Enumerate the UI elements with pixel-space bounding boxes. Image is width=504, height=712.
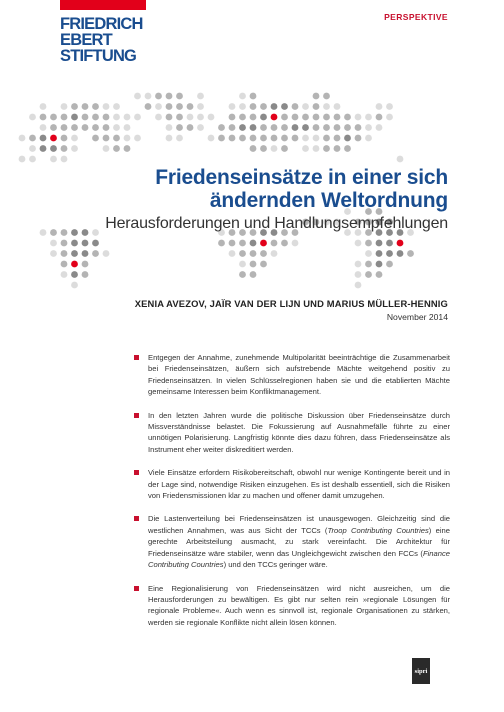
map-dot [197, 93, 204, 100]
map-dot [92, 229, 99, 236]
map-dot [61, 124, 68, 131]
map-dot [334, 145, 341, 152]
bullet-text: ) und den TCCs geringer wäre. [223, 560, 328, 570]
map-dot [40, 103, 47, 110]
map-dot [386, 240, 393, 247]
map-dot [166, 135, 173, 142]
map-dot [197, 124, 204, 131]
map-dot [218, 124, 225, 131]
map-dot [166, 103, 173, 110]
map-dot [176, 135, 183, 142]
map-dot [302, 145, 309, 152]
map-dot [166, 114, 173, 121]
map-dot [239, 124, 246, 131]
map-dot [71, 250, 78, 257]
map-dot [250, 250, 257, 257]
map-dot [71, 261, 78, 268]
map-dot [323, 145, 330, 152]
map-dot [61, 271, 68, 278]
map-dot [386, 114, 393, 121]
map-dot [260, 124, 267, 131]
map-dot [239, 135, 246, 142]
map-dot [271, 135, 278, 142]
map-dot [344, 114, 351, 121]
map-dot [355, 124, 362, 131]
map-dot [145, 103, 152, 110]
map-dot [229, 240, 236, 247]
map-dot [386, 261, 393, 268]
map-dot [61, 261, 68, 268]
bullet-text: In den letzten Jahren wurde die politische Diskussion über Friedenseinsätze durch Missverständnisse belastet. Die Fokussierung auf Ausnahmefälle führte zu einer unnötigen Polarisierung. Langfristig könnte dies dazu führen, dass Friedenseinsätze als Instrument eher weiter diskreditiert werden. [148, 410, 450, 454]
map-dot [187, 103, 194, 110]
map-dot [302, 114, 309, 121]
map-dot [176, 114, 183, 121]
map-dot [229, 103, 236, 110]
map-dot [61, 229, 68, 236]
map-dot [218, 135, 225, 142]
map-dot [323, 114, 330, 121]
map-dot [365, 250, 372, 257]
map-dot [239, 250, 246, 257]
map-dot [155, 93, 162, 100]
map-dot [113, 114, 120, 121]
map-dot [260, 135, 267, 142]
map-dot [82, 261, 89, 268]
map-dot [376, 250, 383, 257]
map-dot [271, 250, 278, 257]
map-dot [239, 240, 246, 247]
bullet-italic-text: Finance Contributing Countries [148, 548, 450, 570]
map-dot [355, 114, 362, 121]
map-dot [365, 124, 372, 131]
map-dot [113, 124, 120, 131]
map-dot [61, 250, 68, 257]
map-dot [71, 124, 78, 131]
map-dot [355, 261, 362, 268]
map-dot [281, 145, 288, 152]
map-dot [103, 124, 110, 131]
map-dot [281, 124, 288, 131]
map-dot [355, 282, 362, 289]
map-dot [82, 103, 89, 110]
map-dot [271, 124, 278, 131]
map-dot [239, 114, 246, 121]
map-dot [292, 240, 299, 247]
map-dot [176, 93, 183, 100]
map-dot [271, 145, 278, 152]
map-dot [292, 124, 299, 131]
map-dot [281, 114, 288, 121]
summary-bullet [134, 583, 450, 629]
map-dot [61, 240, 68, 247]
map-dot [92, 135, 99, 142]
logo-line: EBERT [60, 31, 112, 49]
map-dot [29, 114, 36, 121]
map-dot [29, 156, 36, 163]
map-dot [323, 135, 330, 142]
map-dot [134, 93, 141, 100]
logo-line: FRIEDRICH [60, 15, 143, 33]
map-dot [71, 114, 78, 121]
map-dot [229, 135, 236, 142]
sipri-logo: sipri [412, 658, 430, 684]
map-dot [50, 124, 57, 131]
map-dot [29, 135, 36, 142]
map-dot [40, 124, 47, 131]
map-dot [365, 135, 372, 142]
map-dot [250, 271, 257, 278]
map-dot [50, 250, 57, 257]
map-dot [302, 135, 309, 142]
map-dot [281, 135, 288, 142]
map-dot [92, 250, 99, 257]
map-dot [250, 240, 257, 247]
map-dot [260, 103, 267, 110]
map-dot [40, 114, 47, 121]
map-dot [40, 229, 47, 236]
title-block [105, 166, 448, 234]
map-dot [61, 114, 68, 121]
map-dot [82, 124, 89, 131]
map-dot [71, 282, 78, 289]
map-dot [355, 135, 362, 142]
map-dot [376, 271, 383, 278]
map-dot [292, 114, 299, 121]
bullet-text: Eine Regionalisierung von Friedenseinsätzen wird nicht ausreichen, um die Herausforderungen zu bewältigen. Es gibt nur selten rein »regionale Lösungen für regionale Probleme«. Auch wenn es sinnvoll ist, regionale Organisationen zu stärken, werden sie regionale Konflikte nicht allein lösen können. [148, 583, 450, 627]
map-dot [376, 114, 383, 121]
map-dot [50, 156, 57, 163]
map-dot [82, 271, 89, 278]
map-dot [260, 261, 267, 268]
map-dot [313, 135, 320, 142]
map-dot [260, 250, 267, 257]
map-dot [145, 93, 152, 100]
map-dot [250, 145, 257, 152]
map-dot [302, 103, 309, 110]
map-dot [61, 145, 68, 152]
map-dot [155, 114, 162, 121]
map-dot [61, 103, 68, 110]
logo-red-bar [60, 0, 146, 10]
map-dot [355, 240, 362, 247]
map-dot [50, 135, 57, 142]
author-names: XENIA AVEZOV, JAÏR VAN DER LIJN UND MARIUS MÜLLER-HENNIG [134, 298, 448, 309]
map-dot [386, 250, 393, 257]
map-dot [103, 135, 110, 142]
map-dot [92, 240, 99, 247]
category-label: PERSPEKTIVE [384, 12, 448, 22]
map-dot [124, 114, 131, 121]
map-dot [260, 114, 267, 121]
map-dot [103, 103, 110, 110]
map-dot [344, 124, 351, 131]
map-dot [355, 271, 362, 278]
map-dot [365, 240, 372, 247]
map-dot [302, 124, 309, 131]
map-dot [29, 145, 36, 152]
title-line-1: Friedenseinsätze in einer sich [155, 166, 448, 189]
summary-bullet [134, 352, 450, 398]
map-dot [229, 114, 236, 121]
map-dot [260, 145, 267, 152]
map-dot [103, 145, 110, 152]
map-dot [176, 103, 183, 110]
map-dot [61, 135, 68, 142]
map-dot [292, 103, 299, 110]
map-dot [103, 114, 110, 121]
map-dot [334, 103, 341, 110]
map-dot [71, 229, 78, 236]
map-dot [313, 114, 320, 121]
map-dot [334, 114, 341, 121]
map-dot [19, 135, 26, 142]
map-dot [71, 103, 78, 110]
map-dot [365, 114, 372, 121]
bullet-text: Viele Einsätze erfordern Risikobereitschaft, obwohl nur wenige Kontingente bereit und in der Lage sind, notwendige Risiken einzugehen. Es ist deshalb essentiell, sich die Risiken von Friedensmissionen klar zu machen und offener damit umzugehen. [148, 468, 450, 501]
bullet-text: Die Lastenverteilung bei Friedenseinsätzen ist unausgewogen. Gleichzeitig sind die westlichen Annahmen, was aus Sicht der TCCs ( [148, 514, 450, 535]
logo-line: STIFTUNG [60, 47, 137, 65]
map-dot [313, 145, 320, 152]
map-dot [229, 250, 236, 257]
map-dot [113, 145, 120, 152]
map-dot [334, 124, 341, 131]
map-dot [323, 103, 330, 110]
summary-bullet-list [134, 352, 450, 640]
summary-bullet [134, 410, 450, 456]
map-dot [124, 145, 131, 152]
map-dot [334, 135, 341, 142]
map-dot [50, 240, 57, 247]
map-dot [323, 124, 330, 131]
map-dot [187, 114, 194, 121]
map-dot [92, 114, 99, 121]
map-dot [71, 240, 78, 247]
map-dot [365, 261, 372, 268]
map-dot [239, 261, 246, 268]
map-dot [281, 103, 288, 110]
map-dot [134, 135, 141, 142]
map-dot [50, 114, 57, 121]
map-dot [239, 271, 246, 278]
map-dot [82, 250, 89, 257]
map-dot [376, 240, 383, 247]
map-dot [239, 103, 246, 110]
map-dot [82, 114, 89, 121]
map-dot [208, 114, 215, 121]
map-dot [71, 271, 78, 278]
map-dot [82, 229, 89, 236]
map-dot [40, 135, 47, 142]
map-dot [197, 103, 204, 110]
page-title [105, 166, 448, 212]
map-dot [313, 103, 320, 110]
map-dot [250, 124, 257, 131]
map-dot [376, 261, 383, 268]
map-dot [197, 114, 204, 121]
map-dot [82, 240, 89, 247]
map-dot [71, 145, 78, 152]
map-dot [292, 135, 299, 142]
map-dot [397, 240, 404, 247]
map-dot [92, 124, 99, 131]
map-dot [250, 93, 257, 100]
map-dot [155, 103, 162, 110]
bullet-text: ) eine gerechte Arbeitsteilung ausmacht, zu stark vereinfacht. Die Architektur für Friedenseinsätze wäre stabiler, wenn das Ungleichgewicht zwischen den FCCs ( [148, 525, 450, 558]
map-dot [397, 250, 404, 257]
map-dot [323, 93, 330, 100]
map-dot [71, 135, 78, 142]
map-dot [260, 240, 267, 247]
summary-bullet [134, 513, 450, 570]
map-dot [166, 124, 173, 131]
map-dot [124, 124, 131, 131]
map-dot [103, 250, 110, 257]
publication-date: November 2014 [386, 312, 448, 322]
map-dot [218, 240, 225, 247]
map-dot [313, 93, 320, 100]
map-dot [92, 103, 99, 110]
map-dot [113, 135, 120, 142]
page-subtitle: Herausforderungen und Handlungsempfehlungen [105, 215, 448, 232]
map-dot [250, 261, 257, 268]
map-dot [40, 145, 47, 152]
map-dot [50, 145, 57, 152]
map-dot [344, 135, 351, 142]
bullet-text: Entgegen der Annahme, zunehmende Multipolarität beeinträchtige die Zusammenarbeit bei Friedenseinsätzen, äußern sich aufstrebende Mächte weitgehend positiv zu Friedenseinsätzen. In vielen Schlüsselregionen haben sie und die etablierten Mächte gemeinsame Interessen beim Konfliktmanagement. [148, 353, 450, 397]
map-dot [397, 156, 404, 163]
title-line-2: ändernden Weltordnung [209, 189, 448, 212]
map-dot [344, 145, 351, 152]
fes-logo [60, 0, 146, 64]
map-dot [250, 114, 257, 121]
map-dot [386, 103, 393, 110]
map-dot [250, 103, 257, 110]
map-dot [208, 135, 215, 142]
map-dot [61, 156, 68, 163]
map-dot [281, 240, 288, 247]
map-dot [376, 124, 383, 131]
map-dot [19, 156, 26, 163]
logo-wordmark [60, 16, 146, 64]
map-dot [113, 103, 120, 110]
map-dot [166, 93, 173, 100]
map-dot [250, 135, 257, 142]
map-dot [313, 124, 320, 131]
map-dot [365, 271, 372, 278]
map-dot [271, 103, 278, 110]
map-dot [271, 114, 278, 121]
map-dot [176, 124, 183, 131]
map-dot [376, 103, 383, 110]
map-dot [134, 114, 141, 121]
map-dot [124, 135, 131, 142]
map-dot [229, 124, 236, 131]
map-dot [239, 93, 246, 100]
map-dot [407, 250, 414, 257]
summary-bullet [134, 467, 450, 501]
map-dot [50, 229, 57, 236]
authors-block [135, 298, 448, 322]
map-dot [271, 240, 278, 247]
bullet-italic-text: Troop Contributing Countries [327, 525, 429, 535]
map-dot [187, 124, 194, 131]
